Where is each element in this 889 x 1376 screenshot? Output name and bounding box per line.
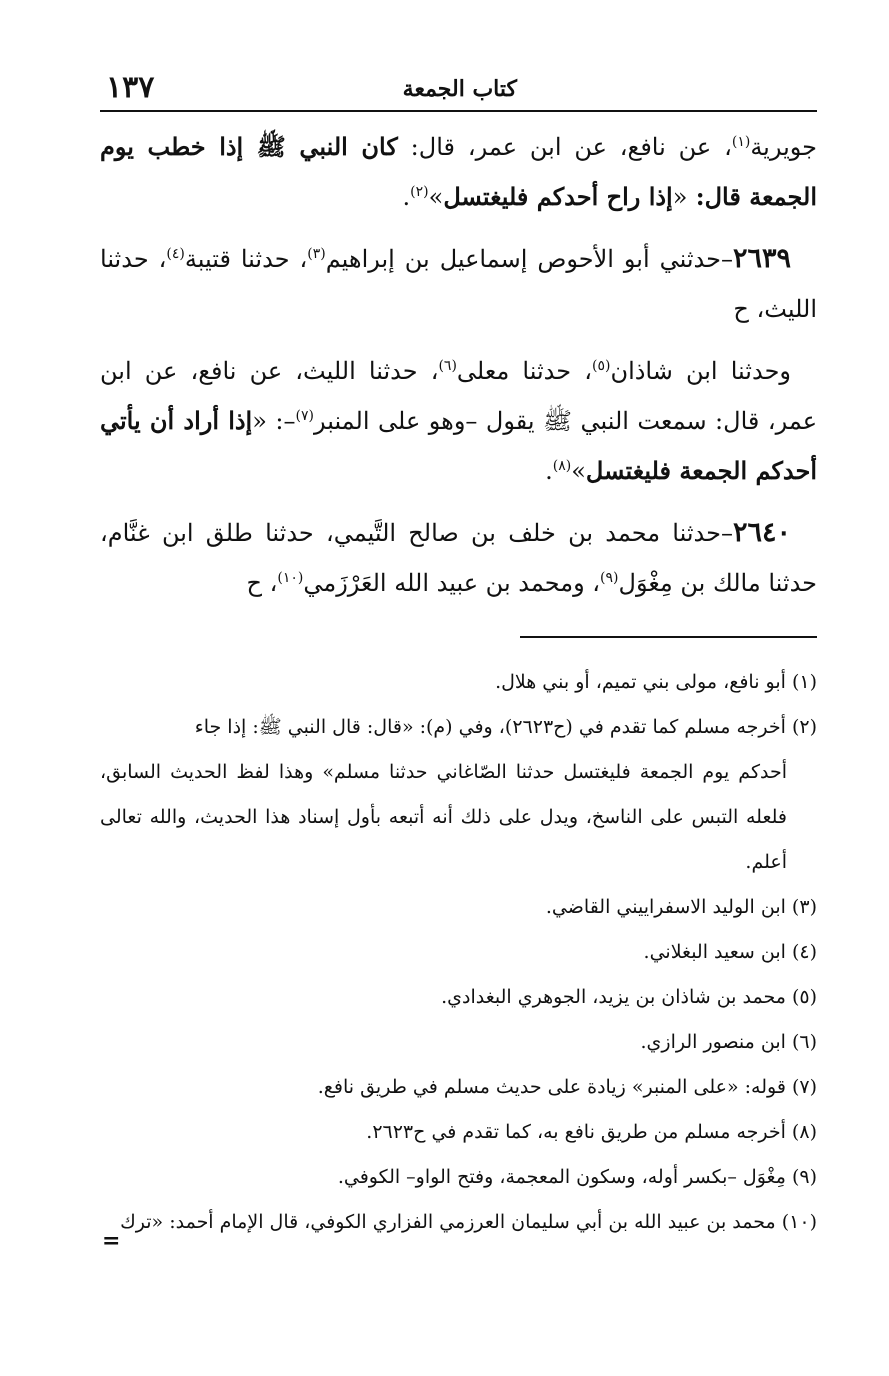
footnote-8: (٨) أخرجه مسلم من طريق نافع به، كما تقدم في ح٢٦٢٣. <box>366 1121 817 1143</box>
paragraph-2 <box>100 234 817 334</box>
hadith-number: ٢٦٤٠ <box>732 517 791 548</box>
text: ، حدثنا معلى <box>456 357 592 385</box>
text: ، ومحمد بن عبيد الله العَرْزَمي <box>303 569 601 597</box>
footnote-separator <box>520 636 817 638</box>
text: « <box>672 183 688 211</box>
footnote-ref: (٧) <box>295 408 314 424</box>
continuation-mark: = <box>102 1228 121 1254</box>
hadith-text: إذا أراد أن يأتي أحدكم الجمعة فليغتسل <box>100 406 817 485</box>
footnotes <box>100 660 817 1245</box>
text: . <box>545 457 553 485</box>
footnote-ref: (٦) <box>438 358 457 374</box>
hadith-number: ٢٦٣٩ <box>732 243 791 274</box>
text: » <box>428 183 444 211</box>
paragraph-1 <box>100 122 817 222</box>
footnote-6: (٦) ابن منصور الرازي. <box>640 1031 817 1053</box>
footnote-4: (٤) ابن سعيد البغلاني. <box>643 941 817 963</box>
footnote-ref: (٥) <box>591 358 611 374</box>
hadith-text: إذا راح أحدكم فليغتسل <box>443 182 673 211</box>
text: –حدثني أبو الأحوص إسماعيل بن إبراهيم <box>325 245 733 273</box>
bold-text: كان النبي ﷺ إذا خطب يوم الجمعة قال: <box>100 132 817 211</box>
text: ، حدثنا قتيبة <box>184 245 308 273</box>
footnote-2 <box>100 705 817 885</box>
footnote-ref: (٩) <box>600 570 619 586</box>
footnote-10: (١٠) محمد بن عبيد الله بن أبي سليمان العرزمي الفزاري الكوفي، قال الإمام أحمد: «ترك <box>120 1211 817 1233</box>
text: ، عن نافع، عن ابن عمر، قال: <box>397 133 732 161</box>
text: . <box>402 183 411 211</box>
footnote-ref: (٣) <box>307 246 326 262</box>
text: ، حدثنا الليث، ح <box>100 245 817 323</box>
footnote-ref: (٤) <box>166 246 185 262</box>
footnote-ref: (١٠) <box>277 570 304 586</box>
paragraph-4 <box>100 508 817 608</box>
footnote-9: (٩) مِغْوَل –بكسر أوله، وسكون المعجمة، وفتح الواو– الكوفي. <box>337 1166 817 1188</box>
footnote-1: (١) أبو نافع، مولى بني تميم، أو بني هلال. <box>495 671 817 693</box>
footnote-ref: (٢) <box>410 184 429 200</box>
footnote-ref: (٨) <box>552 458 572 474</box>
text: –حدثنا محمد بن خلف بن صالح التَّيمي، حدثنا طلق ابن غنَّام، حدثنا مالك بن مِغْوَل <box>100 519 817 597</box>
chapter-title: كتاب الجمعة <box>402 76 517 102</box>
footnote-2-line-1: (٢) أخرجه مسلم كما تقدم في (ح٢٦٢٣)، وفي (م): «قال: قال النبي ﷺ: إذا جاء <box>194 716 817 738</box>
footnote-2-continuation: أحدكم يوم الجمعة فليغتسل حدثنا الصّاغاني حدثنا مسلم» وهذا لفظ الحديث السابق، فلعله التبس على الناسخ، ويدل على ذلك أنه أتبعه بأول إسناد هذا الحديث، والله تعالى أعلم. <box>100 761 787 873</box>
footnote-ref: (١) <box>731 134 751 150</box>
main-text <box>100 122 817 620</box>
running-header <box>100 70 817 112</box>
text: ، ح <box>246 569 278 597</box>
text: وحدثنا ابن شاذان <box>610 357 791 385</box>
text: ، حدثنا الليث، عن نافع، عن ابن عمر، قال: سمعت النبي ﷺ يقول –وهو على المنبر <box>100 357 818 435</box>
footnote-3: (٣) ابن الوليد الاسفراييني القاضي. <box>545 896 817 918</box>
page-number: ١٣٧ <box>106 70 155 105</box>
text: جويرية <box>750 133 818 161</box>
text: –: « <box>252 407 296 435</box>
footnote-7: (٧) قوله: «على المنبر» زيادة على حديث مسلم في طريق نافع. <box>317 1076 817 1098</box>
text: » <box>571 457 586 485</box>
footnote-5: (٥) محمد بن شاذان بن يزيد، الجوهري البغدادي. <box>441 986 817 1008</box>
paragraph-3 <box>100 346 817 496</box>
